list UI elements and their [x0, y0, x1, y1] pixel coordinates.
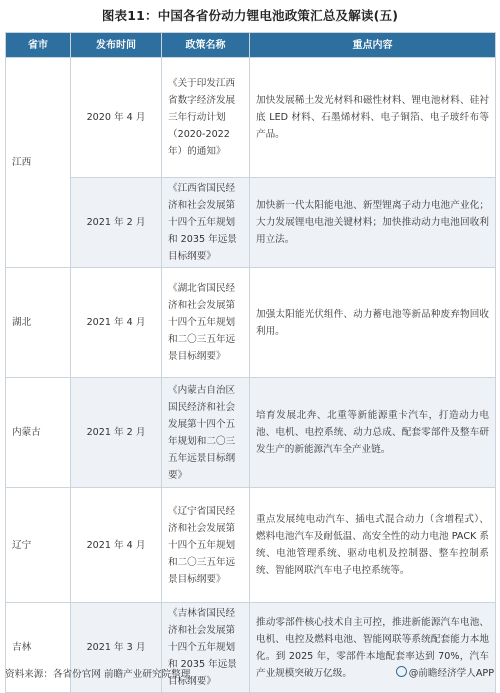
- province-cell: 湖北: [6, 268, 71, 378]
- table-row: [6, 378, 496, 488]
- header-content: 重点内容: [250, 33, 496, 58]
- policy-cell: 《关于印发江西省数字经济发展三年行动计划（2020-2022 年）的通知》: [162, 58, 250, 178]
- content-cell: 加快发展稀土发光材料和磁性材料、锂电池材料、硅衬底 LED 材料、石墨烯材料、电子铜箔、电子玻纤布等产品。: [250, 58, 496, 178]
- header-date: 发布时间: [71, 33, 162, 58]
- policy-table: [5, 32, 496, 693]
- policy-cell: 《辽宁省国民经济和社会发展第十四个五年规划和二〇三五年远景目标纲要》: [162, 488, 250, 603]
- table-row: [6, 58, 496, 178]
- province-cell: 辽宁: [6, 488, 71, 603]
- content-cell: 加强太阳能光伏组件、动力蓄电池等新品种废弃物回收利用。: [250, 268, 496, 378]
- date-cell: 2021 年 2 月: [71, 178, 162, 268]
- brand-logo-icon: [396, 666, 407, 677]
- content-cell: 重点发展纯电动汽车、插电式混合动力（含增程式）、燃料电池汽车及耐低温、高安全性的动力电池 PACK 系统、电池管理系统、驱动电机及控制器、整车控制系统、智能网联汽车电子电控系统等。: [250, 488, 496, 603]
- table-header-row: [6, 33, 496, 58]
- table-row: [6, 488, 496, 603]
- province-cell: 内蒙古: [6, 378, 71, 488]
- date-cell: 2021 年 4 月: [71, 268, 162, 378]
- table-row: [6, 268, 496, 378]
- header-province: 省市: [6, 33, 71, 58]
- province-cell: 江西: [6, 58, 71, 268]
- date-cell: 2020 年 4 月: [71, 58, 162, 178]
- date-cell: 2021 年 2 月: [71, 378, 162, 488]
- policy-cell: 《江西省国民经济和社会发展第十四个五年规划和 2035 年远景目标纲要》: [162, 178, 250, 268]
- table-row: [6, 178, 496, 268]
- header-policy: 政策名称: [162, 33, 250, 58]
- source-note: 资料来源：各省份官网 前瞻产业研究院整理: [5, 669, 191, 680]
- content-cell: 加快新一代太阳能电池、新型锂离子动力电池产业化；大力发展锂电电池关键材料；加快推动动力电池回收利用立法。: [250, 178, 496, 268]
- chart-title: 图表11：中国各省份动力锂电池政策汇总及解读(五): [101, 8, 399, 23]
- content-cell: 培育发展北奔、北重等新能源重卡汽车，打造动力电池、电机、电控系统、动力总成、配套零部件及整车研发生产的新能源汽车全产业链。: [250, 378, 496, 488]
- policy-cell: 《吉林省国民经济和社会发展第十四个五年规划和 2035 年远景目标纲要》: [162, 603, 250, 693]
- date-cell: 2021 年 3 月: [71, 603, 162, 693]
- content-cell: 推动零部件核心技术自主可控，推进新能源汽车电池、电机、电控及燃料电池、智能网联等系统配套能力本地化。到 2025 年，零部件本地配套率达到 70%，汽车产业规模突破万亿级。: [250, 603, 496, 693]
- date-cell: 2021 年 4 月: [71, 488, 162, 603]
- brand-credit-text: @前瞻经济学人APP: [408, 668, 494, 679]
- policy-cell: 《内蒙古自治区国民经济和社会发展第十四个五年规划和二〇三五年远景目标纲要》: [162, 378, 250, 488]
- province-cell: 吉林: [6, 603, 71, 693]
- brand-credit: [396, 665, 494, 679]
- policy-cell: 《湖北省国民经济和社会发展第十四个五年规划和二〇三五年远景目标纲要》: [162, 268, 250, 378]
